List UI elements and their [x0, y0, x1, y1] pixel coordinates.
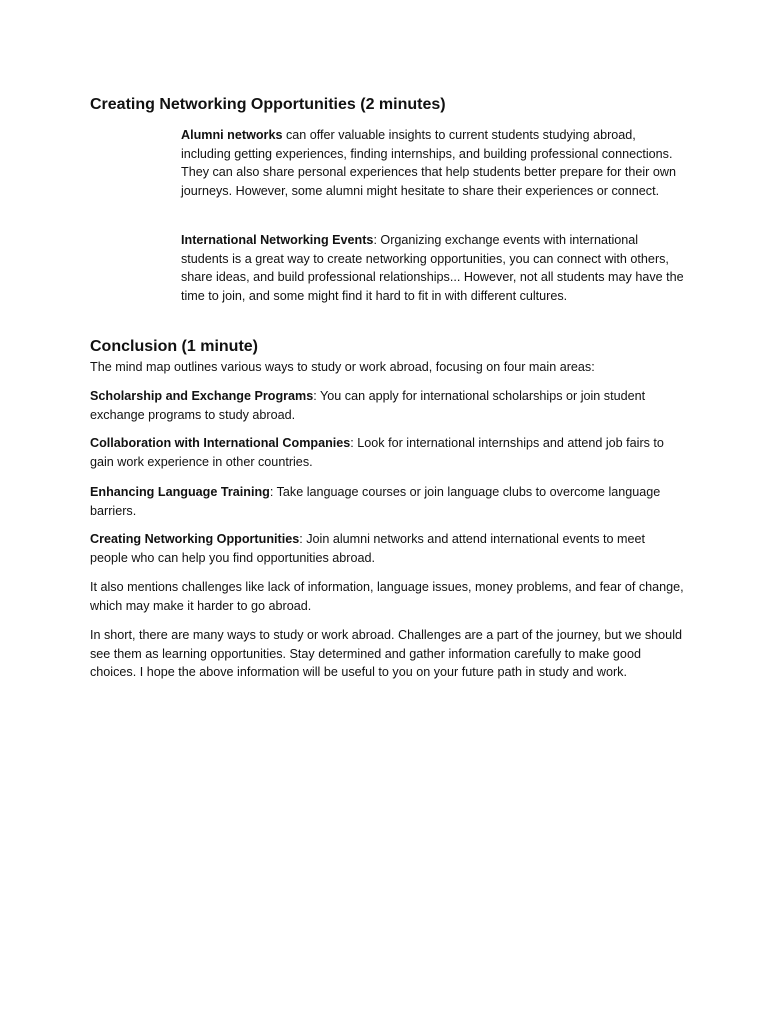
term-international-companies: Collaboration with International Companies	[90, 436, 351, 450]
term-international-networking-events: International Networking Events	[181, 233, 374, 247]
paragraph-language-training	[90, 483, 686, 520]
text-alumni-networks: can offer valuable insights to current students studying abroad, including getting experiences, finding internships, and building professional connections. They can also share personal experiences that help students better prepare for their own journeys. However, some alumni might hesitate to share their experiences or connect.	[181, 128, 676, 199]
term-alumni-networks: Alumni networks	[181, 128, 283, 142]
term-language-training: Enhancing Language Training	[90, 485, 270, 499]
paragraph-challenges: It also mentions challenges like lack of information, language issues, money problems, and fear of change, which may make it harder to go abroad.	[90, 580, 684, 613]
paragraph-conclusion-intro: The mind map outlines various ways to study or work abroad, focusing on four main areas:	[90, 360, 595, 374]
section-heading-networking: Creating Networking Opportunities (2 minutes)	[90, 96, 446, 113]
text-international-networking-events: : Organizing exchange events with international students is a great way to create networking opportunities, you can connect with others, share ideas, and build professional relationships... However, not all students may have the time to join, and some might find it hard to fit in with different cultures.	[181, 233, 684, 304]
paragraph-international-networking-events	[181, 231, 686, 306]
term-scholarship-exchange: Scholarship and Exchange Programs	[90, 389, 314, 403]
term-networking-opportunities: Creating Networking Opportunities	[90, 532, 300, 546]
paragraph-scholarship-exchange	[90, 387, 686, 424]
paragraph-alumni-networks	[181, 126, 686, 201]
paragraph-closing: In short, there are many ways to study or work abroad. Challenges are a part of the journey, but we should see them as learning opportunities. Stay determined and gather information carefully to make good choices. I hope the above information will be useful to you on your future path in study and work.	[90, 628, 682, 680]
paragraph-networking-opportunities	[90, 530, 686, 567]
text-language-training: : Take language courses or join language clubs to overcome language barriers.	[90, 485, 661, 518]
paragraph-international-companies	[90, 434, 686, 471]
text-networking-opportunities: : Join alumni networks and attend international events to meet people who can help you find opportunities abroad.	[90, 532, 646, 565]
section-heading-conclusion: Conclusion (1 minute)	[90, 338, 258, 355]
text-international-companies: : Look for international internships and attend job fairs to gain work experience in other countries.	[90, 436, 664, 469]
text-scholarship-exchange: : You can apply for international scholarships or join student exchange programs to study abroad.	[90, 389, 646, 422]
